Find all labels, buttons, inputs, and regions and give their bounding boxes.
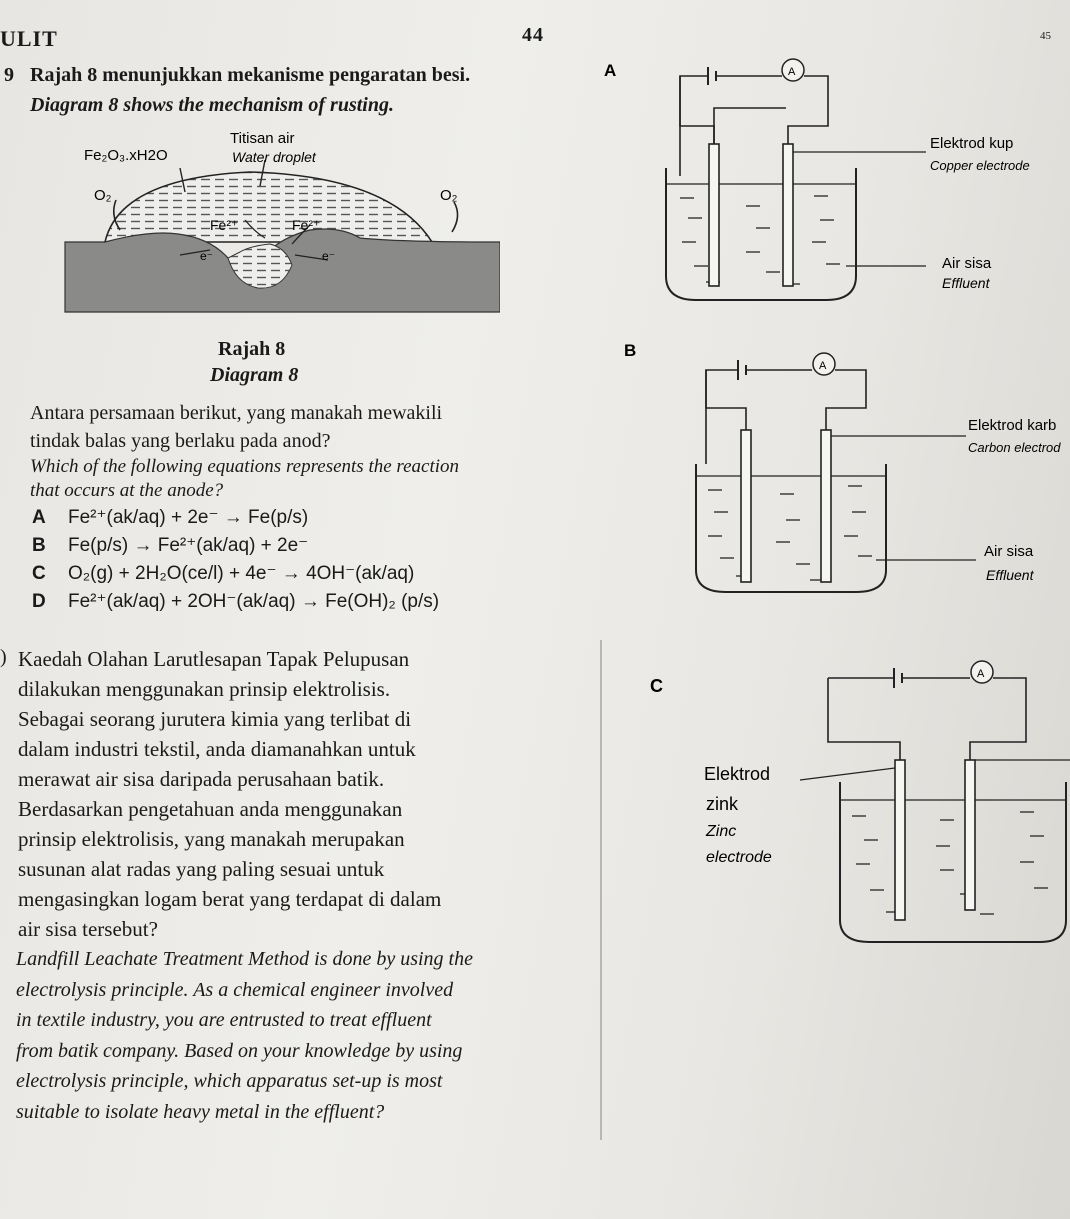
- option-b-letter: B: [32, 535, 46, 556]
- q10-en-line: electrolysis principle. As a chemical engineer involved: [16, 978, 454, 1001]
- header-left: ULIT: [0, 26, 58, 51]
- apparatus-c-electrode-ms-1: Elektrod: [704, 764, 771, 784]
- q10-en-line: in textile industry, you are entrusted to treat effluent: [16, 1009, 432, 1031]
- q10-ms-line: prinsip elektrolisis, yang manakah merupakan: [18, 827, 405, 851]
- apparatus-b-electrode-en: Carbon electrod: [968, 440, 1061, 455]
- label-fe-left: Fe²⁺: [210, 217, 239, 233]
- option-c-text: O₂(g) + 2H₂O(ce/l) + 4e⁻ → 4OH⁻(ak/aq): [68, 563, 415, 584]
- electrode-right-b: [821, 430, 831, 582]
- apparatus-b-liquid-ms: Air sisa: [984, 543, 1034, 560]
- option-a-text: Fe²⁺(ak/aq) + 2e⁻ → Fe(p/s): [68, 507, 309, 528]
- electrode-right-a: [783, 144, 793, 286]
- option-d-letter: D: [32, 591, 46, 612]
- q10-en-line: suitable to isolate heavy metal in the effluent?: [16, 1100, 385, 1123]
- q10-ms-line: merawat air sisa daripada perusahaan batik.: [18, 767, 385, 791]
- label-e-right: e⁻: [322, 249, 336, 263]
- option-c[interactable]: [32, 562, 414, 585]
- diagram-caption-ms: Rajah 8: [218, 338, 286, 360]
- question-10-malay: [18, 644, 584, 944]
- option-a-letter: A: [32, 507, 46, 528]
- label-e-left: e⁻: [200, 249, 214, 263]
- ammeter-a-label: A: [788, 66, 796, 78]
- question-10-bullet: ): [0, 646, 7, 668]
- label-droplet-en: Water droplet: [232, 149, 316, 165]
- label-rust: Fe₂O₃.xH2O: [84, 147, 168, 164]
- apparatus-a[interactable]: [596, 56, 1070, 316]
- question-10-english: [16, 944, 586, 1127]
- electrode-left-b: [741, 430, 751, 582]
- rusting-diagram: [60, 120, 500, 320]
- apparatus-a-liquid-en: Effluent: [942, 275, 990, 291]
- column-divider: [600, 640, 602, 1140]
- apparatus-c-electrode-en-2: electrode: [706, 849, 772, 866]
- question-9-prompt-en-1: Which of the following equations represents the reaction: [30, 456, 460, 477]
- option-d[interactable]: [32, 590, 439, 613]
- apparatus-a-electrode-en: Copper electrode: [930, 158, 1030, 173]
- q10-ms-line: Sebagai seorang jurutera kimia yang terlibat di: [18, 707, 412, 731]
- question-9-title-en: Diagram 8 shows the mechanism of rusting.: [30, 94, 394, 116]
- apparatus-b[interactable]: [596, 330, 1070, 610]
- q10-ms-line: mengasingkan logam berat yang terdapat di dalam: [18, 887, 442, 911]
- q10-ms-line: susunan alat radas yang paling sesuai untuk: [18, 857, 385, 881]
- question-9-prompt-ms-1: Antara persamaan berikut, yang manakah mewakili: [30, 402, 443, 424]
- q10-ms-line: Berdasarkan pengetahuan anda menggunakan: [18, 797, 403, 821]
- apparatus-b-electrode-ms: Elektrod karb: [968, 417, 1057, 434]
- q10-en-line: Landfill Leachate Treatment Method is done by using the: [16, 948, 473, 970]
- option-d-text: Fe²⁺(ak/aq) + 2OH⁻(ak/aq) → Fe(OH)₂ (p/s): [68, 591, 440, 612]
- q10-en-line: from batik company. Based on your knowledge by using: [16, 1039, 463, 1062]
- label-fe-right: Fe²⁺: [292, 217, 321, 233]
- water-droplet: [105, 172, 432, 242]
- question-9-number: 9: [4, 64, 14, 86]
- option-c-letter: C: [32, 563, 46, 584]
- q10-ms-line: dalam industri tekstil, anda diamanahkan untuk: [18, 737, 416, 761]
- apparatus-a-liquid-ms: Air sisa: [942, 255, 992, 272]
- electrode-left-a: [709, 144, 719, 286]
- electrode-right-c: [965, 760, 975, 910]
- option-b-text: Fe(p/s) → Fe²⁺(ak/aq) + 2e⁻: [68, 535, 309, 556]
- question-9-title-ms: Rajah 8 menunjukkan mekanisme pengaratan besi.: [30, 64, 471, 86]
- apparatus-c[interactable]: [600, 650, 1070, 950]
- corner-number: 45: [1040, 30, 1051, 42]
- apparatus-a-letter: A: [604, 61, 617, 80]
- apparatus-c-letter: C: [650, 676, 663, 696]
- q10-ms-line: air sisa tersebut?: [18, 917, 158, 941]
- apparatus-a-electrode-ms: Elektrod kup: [930, 135, 1014, 152]
- apparatus-b-liquid-en: Effluent: [986, 567, 1034, 583]
- label-o2-left: O₂: [94, 187, 112, 204]
- option-b[interactable]: [32, 534, 308, 557]
- apparatus-b-letter: B: [624, 341, 637, 360]
- diagram-caption-en: Diagram 8: [210, 364, 299, 386]
- q10-ms-line: dilakukan menggunakan prinsip elektrolisis.: [18, 677, 391, 701]
- question-9-prompt-en-2: that occurs at the anode?: [30, 480, 224, 501]
- page-number: 44: [522, 24, 544, 46]
- apparatus-c-electrode-ms-2: zink: [706, 794, 739, 814]
- ammeter-b-label: A: [819, 360, 827, 372]
- apparatus-c-electrode-en-1: Zinc: [706, 823, 737, 840]
- label-droplet-ms: Titisan air: [230, 130, 295, 147]
- label-o2-right: O₂: [440, 187, 458, 204]
- ammeter-c-label: A: [977, 668, 985, 680]
- q10-en-line: electrolysis principle, which apparatus set-up is most: [16, 1070, 443, 1092]
- question-9-prompt-ms-2: tindak balas yang berlaku pada anod?: [30, 430, 331, 452]
- electrode-left-c: [895, 760, 905, 920]
- q10-ms-line: Kaedah Olahan Larutlesapan Tapak Pelupusan: [18, 647, 410, 671]
- option-a[interactable]: [32, 506, 308, 529]
